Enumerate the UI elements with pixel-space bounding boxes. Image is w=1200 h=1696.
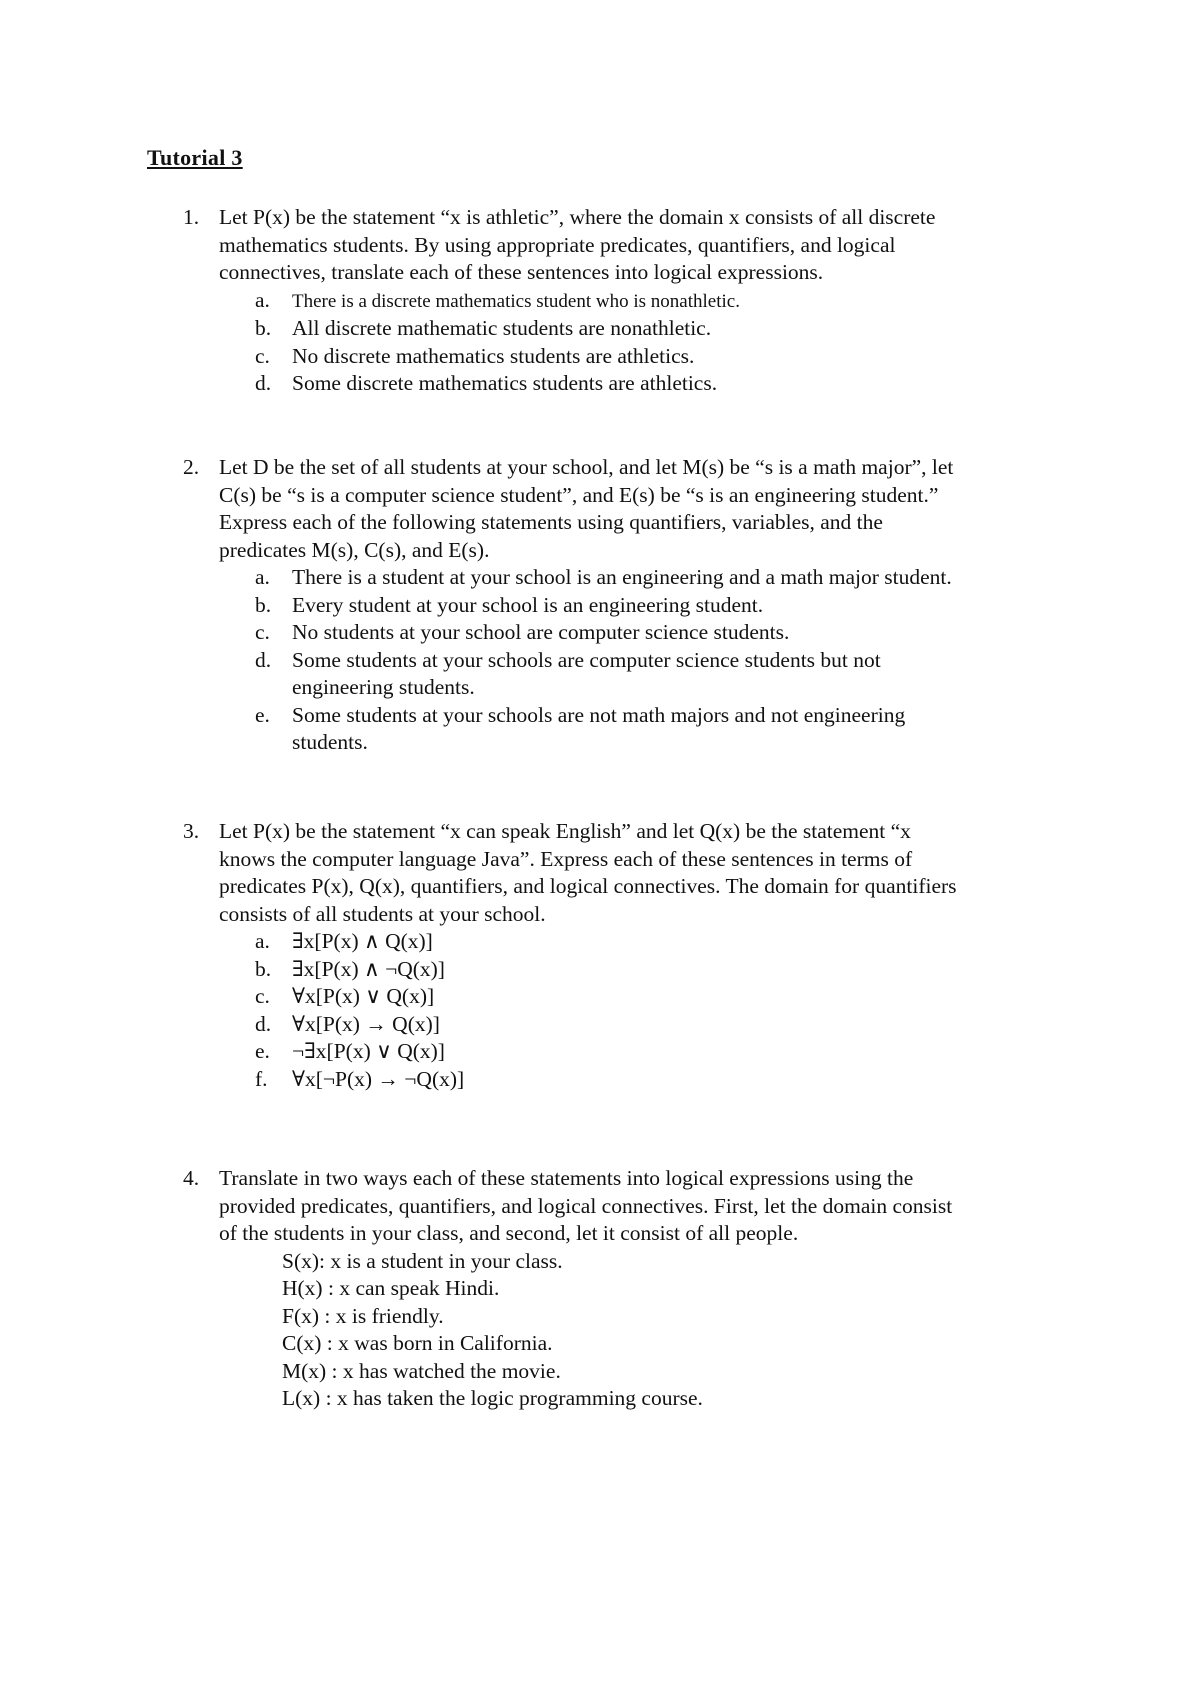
question-body xyxy=(219,818,1063,1093)
sub-question xyxy=(219,1011,1063,1039)
question-text-line: provided predicates, quantifiers, and logical connectives. First, let the domain consist xyxy=(219,1193,953,1218)
question-text-line: connectives, translate each of these sentences into logical expressions. xyxy=(219,260,824,284)
predicate-definition: F(x) : x is friendly. xyxy=(282,1303,444,1328)
sub-question-text: Some students at your schools are computer science students but not xyxy=(292,647,881,672)
sub-question-text-continued: engineering students. xyxy=(292,675,475,699)
question-1 xyxy=(183,204,1063,398)
sub-question-list xyxy=(219,287,1063,398)
sub-question-label: b. xyxy=(255,592,272,617)
sub-question xyxy=(219,315,1063,343)
sub-question-label: a. xyxy=(255,287,270,312)
sub-question-label: a. xyxy=(255,565,270,589)
sub-question xyxy=(219,370,1063,398)
question-text-line: Let P(x) be the statement “x can speak English” and let Q(x) be the statement “x xyxy=(219,819,911,843)
sub-question-text: Some discrete mathematics students are athletics. xyxy=(292,371,718,395)
question-text-line: Let D be the set of all students at your school, and let M(s) be “s is a math major”, let xyxy=(219,455,954,479)
sub-question xyxy=(219,702,1063,757)
question-2 xyxy=(183,454,1063,757)
sub-question xyxy=(219,1066,1063,1094)
predicate-definition: L(x) : x has taken the logic programming course. xyxy=(282,1386,703,1410)
sub-question xyxy=(219,564,1063,592)
question-4 xyxy=(183,1165,1063,1413)
sub-question-label: c. xyxy=(255,984,270,1008)
sub-question-text: There is a discrete mathematics student who is nonathletic. xyxy=(292,290,740,312)
sub-question xyxy=(219,619,1063,647)
sub-question xyxy=(219,928,1063,956)
sub-question xyxy=(219,287,1063,316)
question-number: 1. xyxy=(183,205,200,229)
sub-question-label: e. xyxy=(255,1039,270,1063)
question-3 xyxy=(183,818,1063,1093)
logic-expression: ∃x[P(x) ∧ ¬Q(x)] xyxy=(292,956,445,981)
sub-question-label: b. xyxy=(255,956,272,981)
question-text-line: knows the computer language Java”. Express each of these sentences in terms of xyxy=(219,846,913,871)
question-text-line: predicates P(x), Q(x), quantifiers, and logical connectives. The domain for quantifiers xyxy=(219,874,957,898)
logic-expression: ¬∃x[P(x) ∨ Q(x)] xyxy=(292,1039,445,1063)
sub-question-text: Some students at your schools are not math majors and not engineering xyxy=(292,702,906,727)
question-body xyxy=(219,204,1063,398)
question-number: 4. xyxy=(183,1166,200,1190)
predicate-definition-list xyxy=(219,1248,1063,1413)
question-text-line: Let P(x) be the statement “x is athletic”, where the domain x consists of all discrete xyxy=(219,205,936,229)
sub-question-label: d. xyxy=(255,371,272,395)
question-text-line: Express each of the following statements using quantifiers, variables, and the xyxy=(219,510,883,534)
sub-question-label: c. xyxy=(255,620,270,644)
question-text-line: of the students in your class, and second, let it consist of all people. xyxy=(219,1221,799,1245)
question-text-line: C(s) be “s is a computer science student”, and E(s) be “s is an engineering student.” xyxy=(219,482,939,507)
logic-expression: ∀x[P(x) ∨ Q(x)] xyxy=(292,984,435,1008)
sub-question-label: e. xyxy=(255,702,270,727)
logic-expression: ∃x[P(x) ∧ Q(x)] xyxy=(292,929,433,953)
sub-question-label: c. xyxy=(255,343,270,368)
question-text-line: mathematics students. By using appropriate predicates, quantifiers, and logical xyxy=(219,232,896,257)
question-text-line: consists of all students at your school. xyxy=(219,901,546,926)
question-number: 3. xyxy=(183,819,200,843)
sub-question-text: No students at your school are computer science students. xyxy=(292,620,790,644)
question-text-line: predicates M(s), C(s), and E(s). xyxy=(219,537,490,562)
sub-question-text: There is a student at your school is an engineering and a math major student. xyxy=(292,565,952,589)
predicate-definition: C(x) : x was born in California. xyxy=(282,1331,553,1355)
sub-question-label: a. xyxy=(255,929,270,953)
sub-question-text: No discrete mathematics students are athletics. xyxy=(292,343,695,368)
predicate-definition: H(x) : x can speak Hindi. xyxy=(282,1276,500,1300)
sub-question xyxy=(219,647,1063,702)
sub-question-text-continued: students. xyxy=(292,730,368,754)
sub-question xyxy=(219,956,1063,984)
sub-question-text: All discrete mathematic students are nonathletic. xyxy=(292,316,712,340)
logic-expression: ∀x[¬P(x) → ¬Q(x)] xyxy=(292,1066,465,1091)
sub-question xyxy=(219,592,1063,620)
sub-question xyxy=(219,1038,1063,1066)
question-number: 2. xyxy=(183,455,200,479)
page-title: Tutorial 3 xyxy=(147,145,243,170)
sub-question-text: Every student at your school is an engineering student. xyxy=(292,592,764,617)
sub-question-label: d. xyxy=(255,647,272,672)
sub-question xyxy=(219,343,1063,371)
logic-expression: ∀x[P(x) → Q(x)] xyxy=(292,1011,440,1036)
predicate-definition: S(x): x is a student in your class. xyxy=(282,1248,563,1273)
question-body xyxy=(219,1165,1063,1413)
sub-question-label: d. xyxy=(255,1011,272,1036)
question-text-line: Translate in two ways each of these statements into logical expressions using the xyxy=(219,1166,914,1190)
sub-question-label: b. xyxy=(255,316,272,340)
question-body xyxy=(219,454,1063,757)
predicate-definition: M(x) : x has watched the movie. xyxy=(282,1358,561,1383)
sub-question-list xyxy=(219,564,1063,757)
sub-question xyxy=(219,983,1063,1011)
sub-question-label: f. xyxy=(255,1066,268,1091)
sub-question-list xyxy=(219,928,1063,1093)
